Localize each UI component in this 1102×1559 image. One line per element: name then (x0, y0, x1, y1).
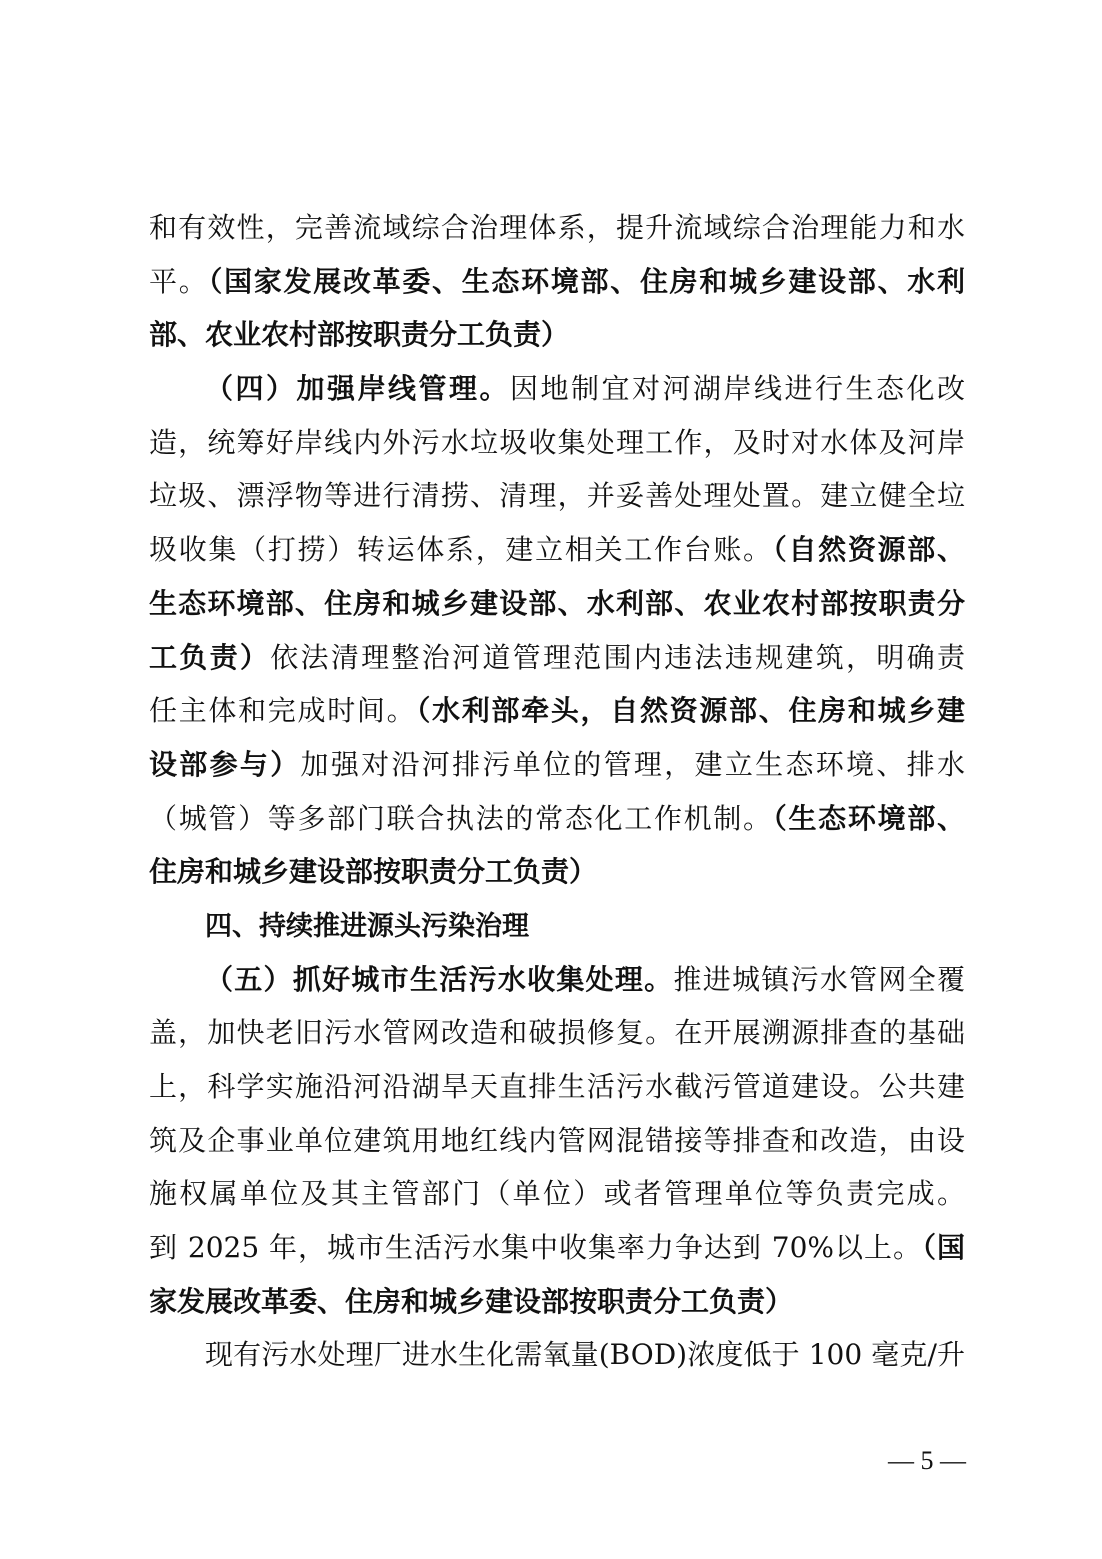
text-line (149, 953, 965, 1007)
bold-text: 工负责） (149, 640, 271, 674)
body-text: 到 2025 年，城市生活污水集中收集率力争达到 70%以上。 (149, 1231, 922, 1265)
bold-text: （五）抓好城市生活污水收集处理。 (205, 962, 674, 996)
text-line (149, 1167, 965, 1221)
bold-text: （国 (922, 1231, 965, 1265)
body-text: 因地制宜对河湖岸线进行生态化改 (510, 372, 965, 406)
text-line (149, 577, 965, 631)
text-line (149, 1060, 965, 1114)
bold-text: 生态环境部、住房和城乡建设部、水利部、农业农村部按职责分 (149, 586, 965, 620)
bold-text: （水利部牵头，自然资源部、住房和城乡建 (416, 694, 965, 728)
body-text: 任主体和完成时间。 (149, 694, 417, 728)
bold-text: 家发展改革委、住房和城乡建设部按职责分工负责） (149, 1284, 794, 1318)
body-text: 加强对沿河排污单位的管理，建立生态环境、排水 (300, 747, 965, 781)
body-text: 和有效性，完善流域综合治理体系，提升流域综合治理能力和水 (149, 211, 965, 244)
text-line (149, 469, 965, 523)
document-body (149, 201, 965, 1382)
bold-text: （国家发展改革委、生态环境部、住房和城乡建设部、水利 (208, 264, 965, 298)
text-line (149, 1328, 965, 1382)
body-text: 推进城镇污水管网全覆 (673, 962, 965, 996)
text-line (149, 684, 965, 738)
page-number: — 5 — (888, 1446, 966, 1475)
body-text: 平。 (149, 264, 209, 298)
text-line (149, 792, 965, 846)
text-line (149, 308, 965, 362)
body-text: 垃圾、漂浮物等进行清捞、清理，并妥善处理处置。建立健全垃 (149, 479, 965, 513)
bold-text: （四）加强岸线管理。 (205, 372, 510, 406)
body-text: 造，统筹好岸线内外污水垃圾收集处理工作，及时对水体及河岸 (149, 425, 965, 459)
text-line (149, 631, 965, 685)
bold-text: 设部参与） (149, 747, 301, 781)
body-text: 现有污水处理厂进水生化需氧量(BOD)浓度低于 100 毫克/升 (205, 1338, 965, 1372)
text-line (149, 1275, 965, 1329)
bold-text: 四、持续推进源头污染治理 (205, 910, 529, 942)
text-line (149, 1114, 965, 1168)
body-text: 依法清理整治河道管理范围内违法违规建筑，明确责 (270, 640, 965, 674)
section-heading (149, 899, 965, 953)
bold-text: 住房和城乡建设部按职责分工负责） (149, 855, 598, 889)
bold-text: （生态环境部、 (772, 801, 965, 835)
body-text: 筑及企事业单位建筑用地红线内管网混错接等排查和改造，由设 (149, 1123, 965, 1157)
text-line (149, 255, 965, 309)
body-text: 盖，加快老旧污水管网改造和破损修复。在开展溯源排查的基础 (149, 1016, 965, 1050)
text-line (149, 362, 965, 416)
text-line (149, 201, 965, 255)
bold-text: 部、农业农村部按职责分工负责） (149, 318, 570, 352)
text-line (149, 523, 965, 577)
body-text: 上，科学实施沿河沿湖旱天直排生活污水截污管道建设。公共建 (149, 1070, 965, 1103)
body-text: （城管）等多部门联合执法的常态化工作机制。 (149, 801, 773, 835)
bold-text: （自然资源部、 (772, 533, 965, 567)
text-line (149, 845, 965, 899)
body-text: 施权属单位及其主管部门（单位）或者管理单位等负责完成。 (149, 1177, 965, 1211)
text-line (149, 1006, 965, 1060)
text-line (149, 738, 965, 792)
text-line (149, 416, 965, 470)
text-line (149, 1221, 965, 1275)
body-text: 圾收集（打捞）转运体系，建立相关工作台账。 (149, 533, 773, 567)
